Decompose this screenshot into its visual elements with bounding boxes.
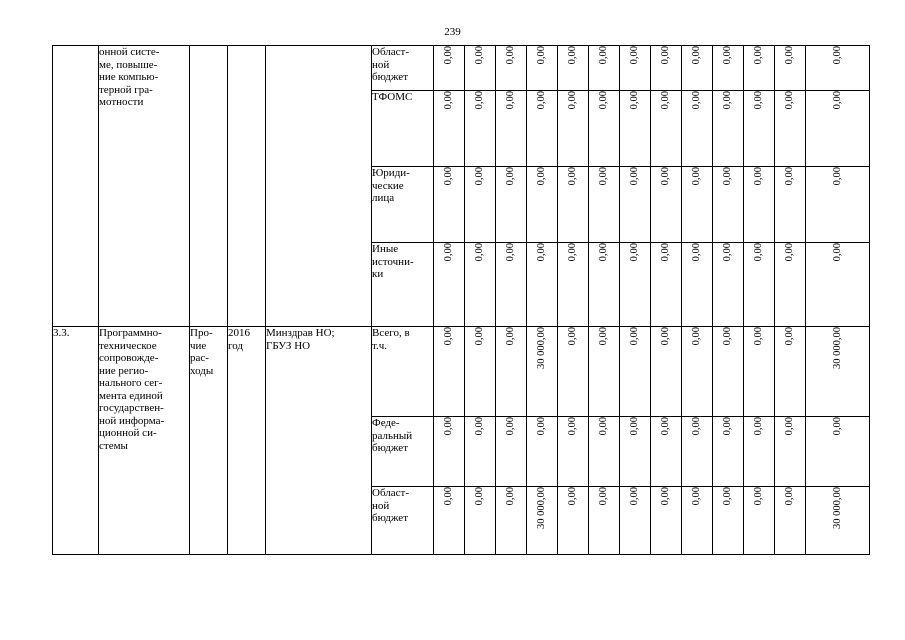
expense-type-cell — [190, 46, 228, 327]
page-number: 239 — [444, 26, 461, 38]
value-text: 0,00 — [505, 46, 516, 65]
value-cell — [465, 91, 496, 167]
value-text: 30 000,00 — [536, 327, 547, 369]
funding-source-cell: Област- ной бюджет — [372, 46, 434, 91]
value-text: 0,00 — [831, 243, 843, 262]
value-cell — [775, 243, 806, 327]
value-text: 0,00 — [443, 243, 454, 262]
value-text: 0,00 — [784, 487, 795, 506]
value-cell — [806, 91, 870, 167]
funding-source-cell: Феде- ральный бюджет — [372, 417, 434, 487]
value-text: 0,00 — [753, 91, 764, 110]
value-cell — [682, 327, 713, 417]
value-text: 0,00 — [660, 487, 671, 506]
value-cell — [713, 167, 744, 243]
value-text: 0,00 — [831, 46, 843, 65]
value-cell — [713, 91, 744, 167]
value-cell — [496, 91, 527, 167]
value-text: 0,00 — [598, 487, 609, 506]
value-text: 0,00 — [831, 417, 843, 436]
value-cell — [496, 243, 527, 327]
value-text: 0,00 — [536, 417, 547, 436]
value-cell — [620, 417, 651, 487]
value-cell — [434, 91, 465, 167]
value-text: 0,00 — [722, 243, 733, 262]
value-cell — [744, 91, 775, 167]
value-text: 0,00 — [691, 167, 702, 186]
value-cell — [775, 91, 806, 167]
value-text: 0,00 — [474, 91, 485, 110]
value-cell — [434, 167, 465, 243]
value-cell — [651, 46, 682, 91]
expense-type-cell: Про- чие рас- ходы — [190, 327, 228, 555]
value-cell — [589, 487, 620, 555]
value-cell — [558, 91, 589, 167]
value-cell — [682, 91, 713, 167]
value-cell — [775, 327, 806, 417]
value-text: 0,00 — [474, 243, 485, 262]
value-text: 0,00 — [567, 91, 578, 110]
value-text: 0,00 — [784, 91, 795, 110]
value-text: 0,00 — [629, 46, 640, 65]
value-text: 0,00 — [753, 167, 764, 186]
funding-source-cell: Юриди- ческие лица — [372, 167, 434, 243]
value-text: 0,00 — [536, 91, 547, 110]
value-cell — [558, 243, 589, 327]
value-text: 0,00 — [567, 167, 578, 186]
value-cell — [558, 167, 589, 243]
value-text: 0,00 — [598, 167, 609, 186]
value-cell — [713, 327, 744, 417]
value-cell — [651, 487, 682, 555]
value-text: 0,00 — [443, 167, 454, 186]
value-text: 0,00 — [660, 327, 671, 346]
value-text: 0,00 — [691, 417, 702, 436]
value-cell — [589, 417, 620, 487]
value-text: 0,00 — [784, 417, 795, 436]
value-text: 0,00 — [474, 417, 485, 436]
value-text: 0,00 — [474, 167, 485, 186]
value-text: 0,00 — [598, 417, 609, 436]
value-text: 0,00 — [505, 243, 516, 262]
value-cell — [713, 46, 744, 91]
value-cell — [775, 487, 806, 555]
value-cell — [620, 487, 651, 555]
value-cell — [651, 167, 682, 243]
value-cell — [744, 417, 775, 487]
value-cell — [527, 487, 558, 555]
value-cell — [744, 243, 775, 327]
value-text: 0,00 — [474, 46, 485, 65]
value-text: 0,00 — [660, 46, 671, 65]
value-text: 0,00 — [443, 327, 454, 346]
value-text: 0,00 — [660, 243, 671, 262]
value-text: 30 000,00 — [536, 487, 547, 529]
value-cell — [558, 487, 589, 555]
value-cell — [744, 46, 775, 91]
value-cell — [434, 46, 465, 91]
value-cell — [806, 417, 870, 487]
value-text: 0,00 — [722, 167, 733, 186]
value-cell — [651, 91, 682, 167]
value-text: 0,00 — [753, 243, 764, 262]
value-cell — [744, 487, 775, 555]
value-cell — [620, 46, 651, 91]
value-text: 0,00 — [536, 243, 547, 262]
table-row — [53, 327, 870, 417]
value-text: 0,00 — [784, 327, 795, 346]
value-cell — [620, 91, 651, 167]
value-text: 0,00 — [474, 487, 485, 506]
value-text: 0,00 — [505, 167, 516, 186]
item-number-cell — [53, 46, 99, 327]
value-cell — [558, 327, 589, 417]
year-cell — [228, 46, 266, 327]
value-cell — [558, 46, 589, 91]
value-cell — [434, 327, 465, 417]
value-text: 0,00 — [722, 46, 733, 65]
value-text: 0,00 — [722, 417, 733, 436]
item-name-cell: Программно- техническое сопровожде- ние регио- нального сег- мента единой государствен- ной информа- ционной си- стемы — [99, 327, 190, 555]
value-text: 0,00 — [567, 46, 578, 65]
value-text: 0,00 — [567, 243, 578, 262]
value-text: 0,00 — [598, 243, 609, 262]
funding-source-cell: ТФОМС — [372, 91, 434, 167]
value-text: 0,00 — [753, 46, 764, 65]
funding-source-cell: Всего, в т.ч. — [372, 327, 434, 417]
value-text: 0,00 — [691, 91, 702, 110]
value-cell — [682, 167, 713, 243]
value-cell — [589, 327, 620, 417]
value-text: 0,00 — [629, 487, 640, 506]
value-text: 0,00 — [784, 243, 795, 262]
value-cell — [527, 167, 558, 243]
value-cell — [434, 417, 465, 487]
value-cell — [651, 417, 682, 487]
value-text: 0,00 — [831, 91, 843, 110]
value-cell — [589, 46, 620, 91]
value-cell — [527, 417, 558, 487]
value-cell — [713, 487, 744, 555]
value-text: 0,00 — [567, 487, 578, 506]
value-cell — [496, 327, 527, 417]
value-cell — [558, 417, 589, 487]
value-cell — [682, 487, 713, 555]
value-text: 0,00 — [567, 327, 578, 346]
value-cell — [527, 91, 558, 167]
value-text: 0,00 — [722, 91, 733, 110]
value-cell — [465, 417, 496, 487]
value-cell — [806, 487, 870, 555]
value-cell — [589, 243, 620, 327]
value-cell — [806, 243, 870, 327]
value-cell — [806, 46, 870, 91]
value-cell — [775, 167, 806, 243]
value-text: 0,00 — [753, 327, 764, 346]
budget-table — [52, 45, 870, 555]
value-text: 0,00 — [784, 46, 795, 65]
executor-cell: Минздрав НО; ГБУЗ НО — [266, 327, 372, 555]
value-cell — [806, 327, 870, 417]
value-cell — [589, 167, 620, 243]
value-cell — [620, 167, 651, 243]
value-cell — [775, 417, 806, 487]
value-cell — [434, 487, 465, 555]
value-text: 0,00 — [831, 167, 843, 186]
value-text: 0,00 — [722, 327, 733, 346]
funding-source-cell: Област- ной бюджет — [372, 487, 434, 555]
value-cell — [465, 243, 496, 327]
value-text: 0,00 — [691, 327, 702, 346]
value-cell — [682, 46, 713, 91]
value-cell — [620, 327, 651, 417]
funding-source-cell: Иные источни- ки — [372, 243, 434, 327]
executor-cell — [266, 46, 372, 327]
value-text: 0,00 — [691, 46, 702, 65]
value-cell — [496, 417, 527, 487]
value-text: 0,00 — [660, 167, 671, 186]
table-row — [53, 46, 870, 91]
value-cell — [775, 46, 806, 91]
item-number-cell: 3.3. — [53, 327, 99, 555]
value-text: 0,00 — [660, 417, 671, 436]
value-cell — [589, 91, 620, 167]
value-cell — [713, 243, 744, 327]
value-text: 0,00 — [598, 46, 609, 65]
value-cell — [620, 243, 651, 327]
value-cell — [651, 327, 682, 417]
value-text: 30 000,00 — [831, 487, 843, 529]
value-cell — [465, 327, 496, 417]
value-text: 0,00 — [443, 91, 454, 110]
value-text: 0,00 — [691, 243, 702, 262]
value-text: 0,00 — [443, 487, 454, 506]
value-text: 0,00 — [629, 327, 640, 346]
value-text: 0,00 — [629, 167, 640, 186]
value-text: 30 000,00 — [831, 327, 843, 369]
value-text: 0,00 — [536, 167, 547, 186]
value-cell — [527, 243, 558, 327]
value-cell — [651, 243, 682, 327]
item-name-cell: онной систе- ме, повыше- ние компью- терной гра- мотности — [99, 46, 190, 327]
value-text: 0,00 — [536, 46, 547, 65]
value-cell — [496, 487, 527, 555]
year-cell: 2016 год — [228, 327, 266, 555]
value-text: 0,00 — [629, 417, 640, 436]
value-text: 0,00 — [505, 417, 516, 436]
value-text: 0,00 — [598, 91, 609, 110]
value-cell — [465, 487, 496, 555]
value-cell — [744, 327, 775, 417]
value-text: 0,00 — [629, 91, 640, 110]
value-text: 0,00 — [753, 417, 764, 436]
value-text: 0,00 — [753, 487, 764, 506]
value-text: 0,00 — [443, 46, 454, 65]
value-cell — [682, 243, 713, 327]
value-cell — [496, 46, 527, 91]
value-text: 0,00 — [505, 487, 516, 506]
value-cell — [465, 167, 496, 243]
value-text: 0,00 — [784, 167, 795, 186]
value-text: 0,00 — [691, 487, 702, 506]
value-text: 0,00 — [567, 417, 578, 436]
value-cell — [806, 167, 870, 243]
value-cell — [465, 46, 496, 91]
value-cell — [434, 243, 465, 327]
value-text: 0,00 — [660, 91, 671, 110]
value-text: 0,00 — [722, 487, 733, 506]
value-text: 0,00 — [443, 417, 454, 436]
value-cell — [713, 417, 744, 487]
value-text: 0,00 — [505, 327, 516, 346]
value-text: 0,00 — [505, 91, 516, 110]
value-cell — [527, 46, 558, 91]
value-cell — [527, 327, 558, 417]
value-text: 0,00 — [629, 243, 640, 262]
value-cell — [744, 167, 775, 243]
value-text: 0,00 — [598, 327, 609, 346]
value-cell — [496, 167, 527, 243]
value-cell — [682, 417, 713, 487]
value-text: 0,00 — [474, 327, 485, 346]
